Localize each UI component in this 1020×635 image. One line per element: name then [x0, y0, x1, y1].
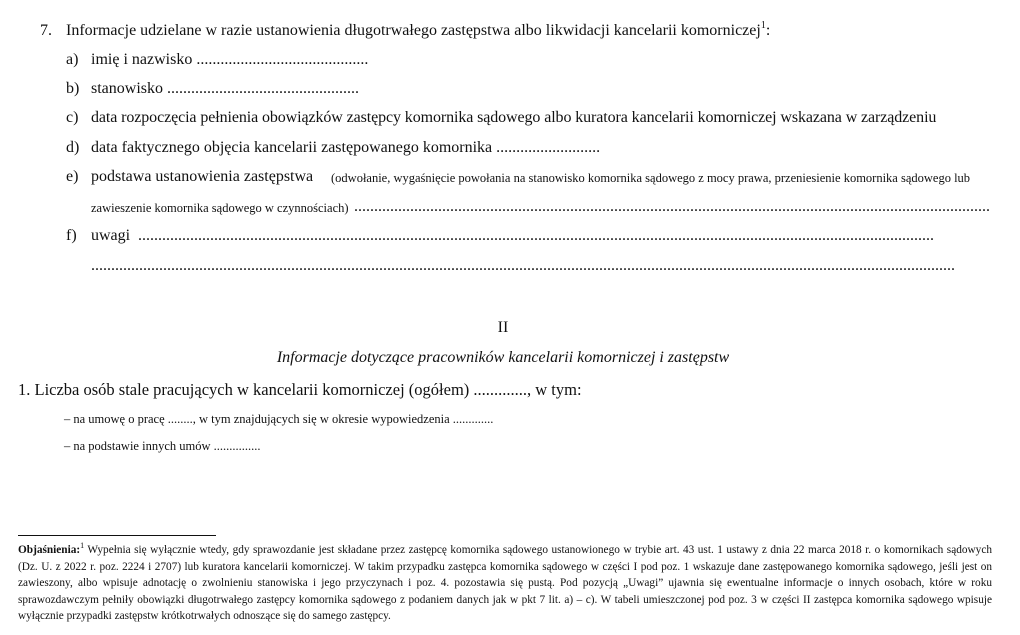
item-letter: b)	[66, 80, 80, 97]
section-ii-item-1: 1. Liczba osób stale pracujących w kancelarii komorniczej (ogółem) ............., w tym:	[18, 380, 582, 399]
item-7-text: Informacje udzielane w razie ustanowienia długotrwałego zastępstwa albo likwidacji kancelarii komorniczej$^1$:	[66, 20, 771, 39]
item-letter: d)	[66, 139, 80, 156]
fill-dots: .......................................................................................................................................................................................................	[138, 227, 934, 244]
section-ii-sub-2: – na podstawie innych umów ...............	[64, 439, 261, 453]
item-letter: a)	[66, 51, 79, 68]
footnote-ref: 1	[760, 20, 766, 31]
section-title: Informacje dotyczące pracowników kancelarii komorniczej i zastępstw	[276, 349, 730, 366]
footnote	[18, 542, 992, 625]
fill-dots: ...............................................................................................................................................................	[354, 198, 990, 215]
item-letter: e)	[66, 168, 79, 185]
footnote-text: Wypełnia się wyłącznie wtedy, gdy sprawozdanie jest składane przez zastępcę komornika sądowego ustanowionego w trybie art. 43 ust. 1 ustawy z dnia 22 marca 2018 r. o komornikach sądowych (Dz. U. z 2022 r. poz. 2224 i 2707) lub kuratora kancelarii komorniczej. W takim przypadku zastępca komornika sądowego w części I pod poz. 1 wskazuje dane zastępowanego komornika sądowego, jeśli jest on zawieszony, albo wpisuje adnotację o zwolnieniu stanowiska i jego przyczynach i poz. 4. pozostawia się pustą. Pod pozycją „Uwagi” ujawnia się ewentualne informacje o innych osobach, które w roku sprawozdawczym pełniły obowiązki długotrwałego zastępcy komornika sądowego z podaniem danych jak w pkt 7 lit. a) – c). W tabeli umieszczonej pod poz. 3 w części II zastępca komornika sądowego wpisuje wyłącznie przypadki zastępstw krótkotrwałych odnoszące się do samego zastępcy.	[18, 544, 992, 622]
section-roman-numeral: II	[497, 319, 509, 336]
footnote-label: Objaśnienia:	[18, 544, 81, 556]
item-text: uwagi	[91, 227, 131, 244]
item-text: data rozpoczęcia pełnienia obowiązków zastępcy komornika sądowego albo kuratora kancelarii komorniczej wskazana w zarządzeniu	[91, 109, 937, 126]
section-ii-sub-1: – na umowę o pracę ........, w tym znajdujących się w okresie wypowiedzenia .............	[64, 412, 494, 426]
item-letter: c)	[66, 109, 79, 126]
fill-dots: ........................................................................................................................................................................................................................	[91, 257, 955, 274]
item-text: imię i nazwisko ...........................................	[91, 51, 369, 68]
item-text: stanowisko ................................................	[91, 80, 359, 97]
item-note-cont: zawieszenie komornika sądowego w czynnościach)	[91, 201, 349, 215]
footnote-separator	[18, 535, 216, 536]
item-text: podstawa ustanowienia zastępstwa	[91, 168, 314, 185]
footnote-number: 1	[80, 541, 85, 550]
item-note: (odwołanie, wygaśnięcie powołania na stanowisko komornika sądowego z mocy prawa, przeniesienie komornika sądowego lub	[331, 171, 971, 185]
item-text: data faktycznego objęcia kancelarii zastępowanego komornika ..........................	[91, 139, 601, 156]
item-7-number: 7.	[40, 22, 52, 39]
item-letter: f)	[66, 227, 77, 244]
